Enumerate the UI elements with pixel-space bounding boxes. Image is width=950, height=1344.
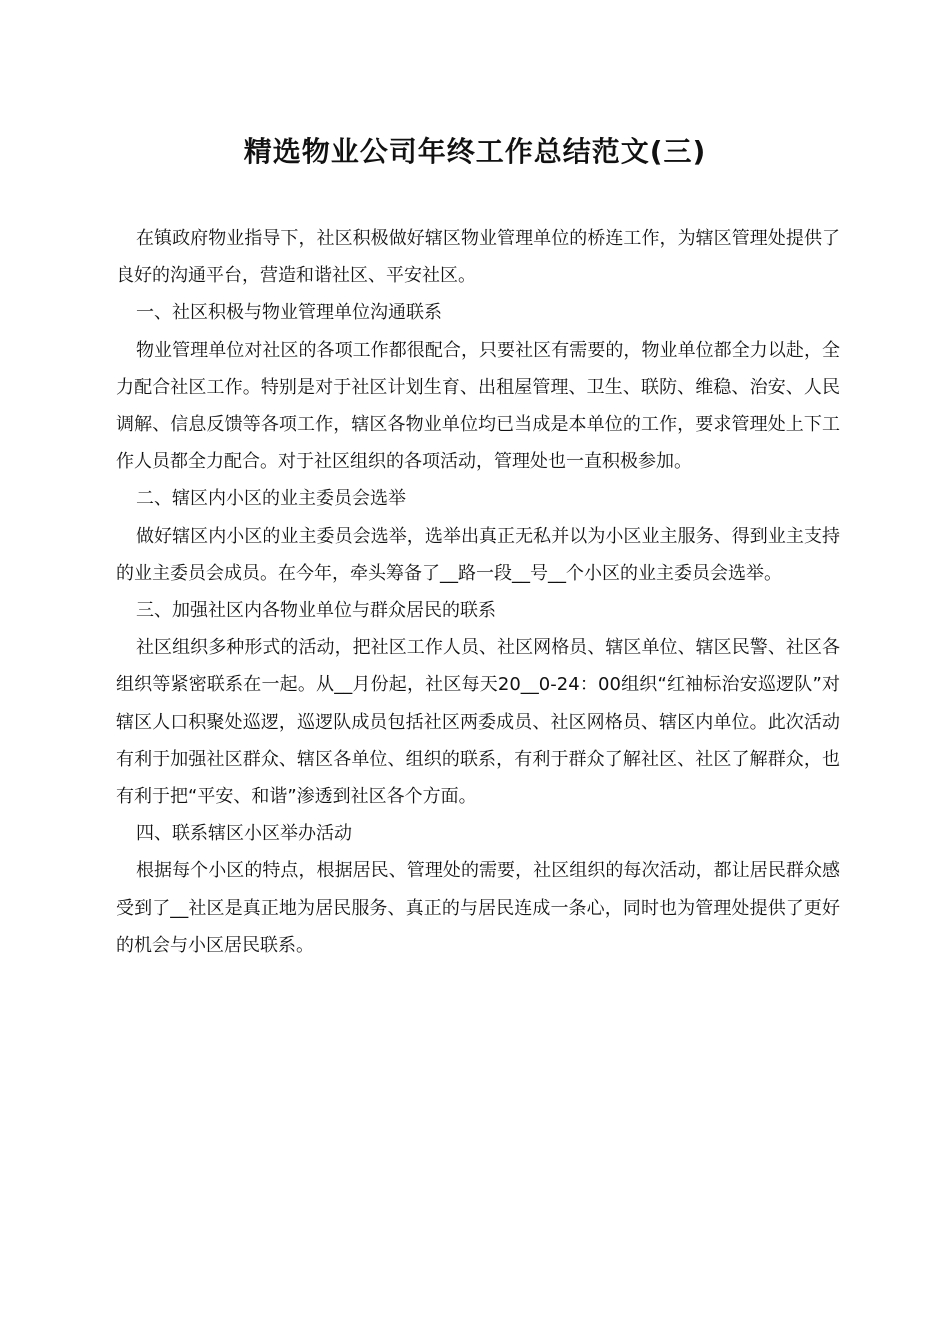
document-title: 精选物业公司年终工作总结范文(三) bbox=[243, 135, 707, 168]
document-body bbox=[116, 220, 840, 964]
section-paragraph-4: 根据每个小区的特点，根据居民、管理处的需要，社区组织的每次活动，都让居民群众感受到了__社区是真正地为居民服务、真正的与居民连成一条心，同时也为管理处提供了更好的机会与小区居民联系。 bbox=[116, 860, 840, 956]
section-heading-4: 四、联系辖区小区举办活动 bbox=[136, 823, 352, 845]
intro-paragraph: 在镇政府物业指导下，社区积极做好辖区物业管理单位的桥连工作，为辖区管理处提供了良好的沟通平台，营造和谐社区、平安社区。 bbox=[116, 228, 840, 287]
section-paragraph-1: 物业管理单位对社区的各项工作都很配合，只要社区有需要的，物业单位都全力以赴，全力配合社区工作。特别是对于社区计划生育、出租屋管理、卫生、联防、维稳、治安、人民调解、信息反馈等各项工作，辖区各物业单位均已当成是本单位的工作，要求管理处上下工作人员都全力配合。对于社区组织的各项活动，管理处也一直积极参加。 bbox=[116, 339, 840, 473]
section-heading-2: 二、辖区内小区的业主委员会选举 bbox=[136, 488, 406, 510]
section-paragraph-2: 做好辖区内小区的业主委员会选举，选举出真正无私并以为小区业主服务、得到业主支持的业主委员会成员。在今年，牵头筹备了__路一段__号__个小区的业主委员会选举。 bbox=[116, 525, 840, 584]
section-heading-3: 三、加强社区内各物业单位与群众居民的联系 bbox=[136, 600, 496, 622]
section-heading-1: 一、社区积极与物业管理单位沟通联系 bbox=[136, 302, 442, 324]
section-paragraph-3: 社区组织多种形式的活动，把社区工作人员、社区网格员、辖区单位、辖区民警、社区各组织等紧密联系在一起。从__月份起，社区每天20__0-24：00组织“红袖标治安巡逻队”对辖区人口积聚处巡逻，巡逻队成员包括社区两委成员、社区网格员、辖区内单位。此次活动有利于加强社区群众、辖区各单位、组织的联系，有利于群众了解社区、社区了解群众，也有利于把“平安、和谐”渗透到社区各个方面。 bbox=[116, 637, 840, 808]
